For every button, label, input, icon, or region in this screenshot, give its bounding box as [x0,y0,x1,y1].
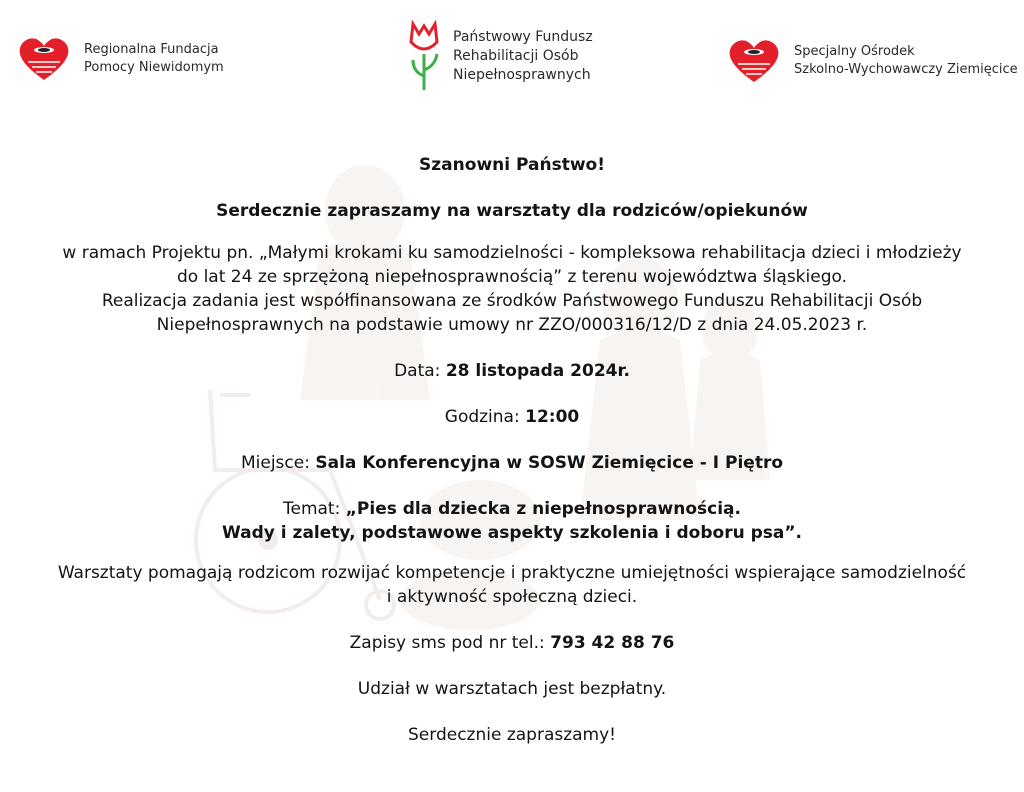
logo-pfron [407,20,593,92]
date-label: Data: [394,361,441,381]
signup-label: Zapisy sms pod nr tel.: [349,633,545,653]
topic-block [0,497,1024,545]
logo-left-text: Regionalna Fundacja Pomocy Niewidomym [84,42,224,75]
project-line: w ramach Projektu pn. „Małymi krokami ku samodzielności - kompleksowa rehabilitacja dzieci i młodzieży [62,243,962,263]
workshop-description [0,561,1024,609]
heart-logo-icon [728,38,780,84]
invitation-heading: Serdecznie zapraszamy na warsztaty dla rodziców/opiekunów [216,201,808,221]
place-row [0,451,1024,475]
project-line: Niepełnosprawnych na podstawie umowy nr ZZO/000316/12/D z dnia 24.05.2023 r. [156,315,868,335]
description-line: Warsztaty pomagają rodzicom rozwijać kompetencje i praktyczne umiejętności wspierające samodzielność [57,563,967,583]
date-value: 28 listopada 2024r. [445,361,630,381]
project-line: Realizacja zadania jest współfinansowana ze środków Państwowego Funduszu Rehabilitacji Osób [101,291,923,311]
topic-line-1 [0,497,1024,521]
logo-right-text: Specjalny Ośrodek Szkolno-Wychowawczy Ziemięcice [794,44,1018,77]
date-row [0,359,1024,383]
time-row [0,405,1024,429]
closing: Serdecznie zapraszamy! [408,725,616,745]
description-line: i aktywność społeczną dzieci. [386,587,638,607]
invitation-content [0,153,1024,747]
place-value: Sala Konferencyjna w SOSW Ziemięcice - I Piętro [315,453,784,473]
topic-label: Temat: [283,499,341,519]
heart-logo-icon [18,36,70,82]
time-value: 12:00 [525,407,580,427]
topic-line-2: Wady i zalety, podstawowe aspekty szkolenia i doboru psa”. [222,523,802,543]
signup-row [0,631,1024,655]
logo-special-center [728,38,1018,84]
tulip-logo-icon [407,20,441,92]
time-label: Godzina: [444,407,520,427]
project-info [0,241,1024,337]
free-participation: Udział w warsztatach jest bezpłatny. [357,679,667,699]
signup-phone: 793 42 88 76 [550,633,675,653]
logo-regional-foundation [18,36,224,82]
topic-title: „Pies dla dziecka z niepełnosprawnością. [345,499,741,519]
greeting: Szanowni Państwo! [419,155,605,175]
project-line: do lat 24 ze sprzężoną niepełnosprawnością” z terenu województwa śląskiego. [176,267,848,287]
place-label: Miejsce: [240,453,310,473]
logo-center-text: Państwowy Fundusz Rehabilitacji Osób Niepełnosprawnych [453,28,593,83]
